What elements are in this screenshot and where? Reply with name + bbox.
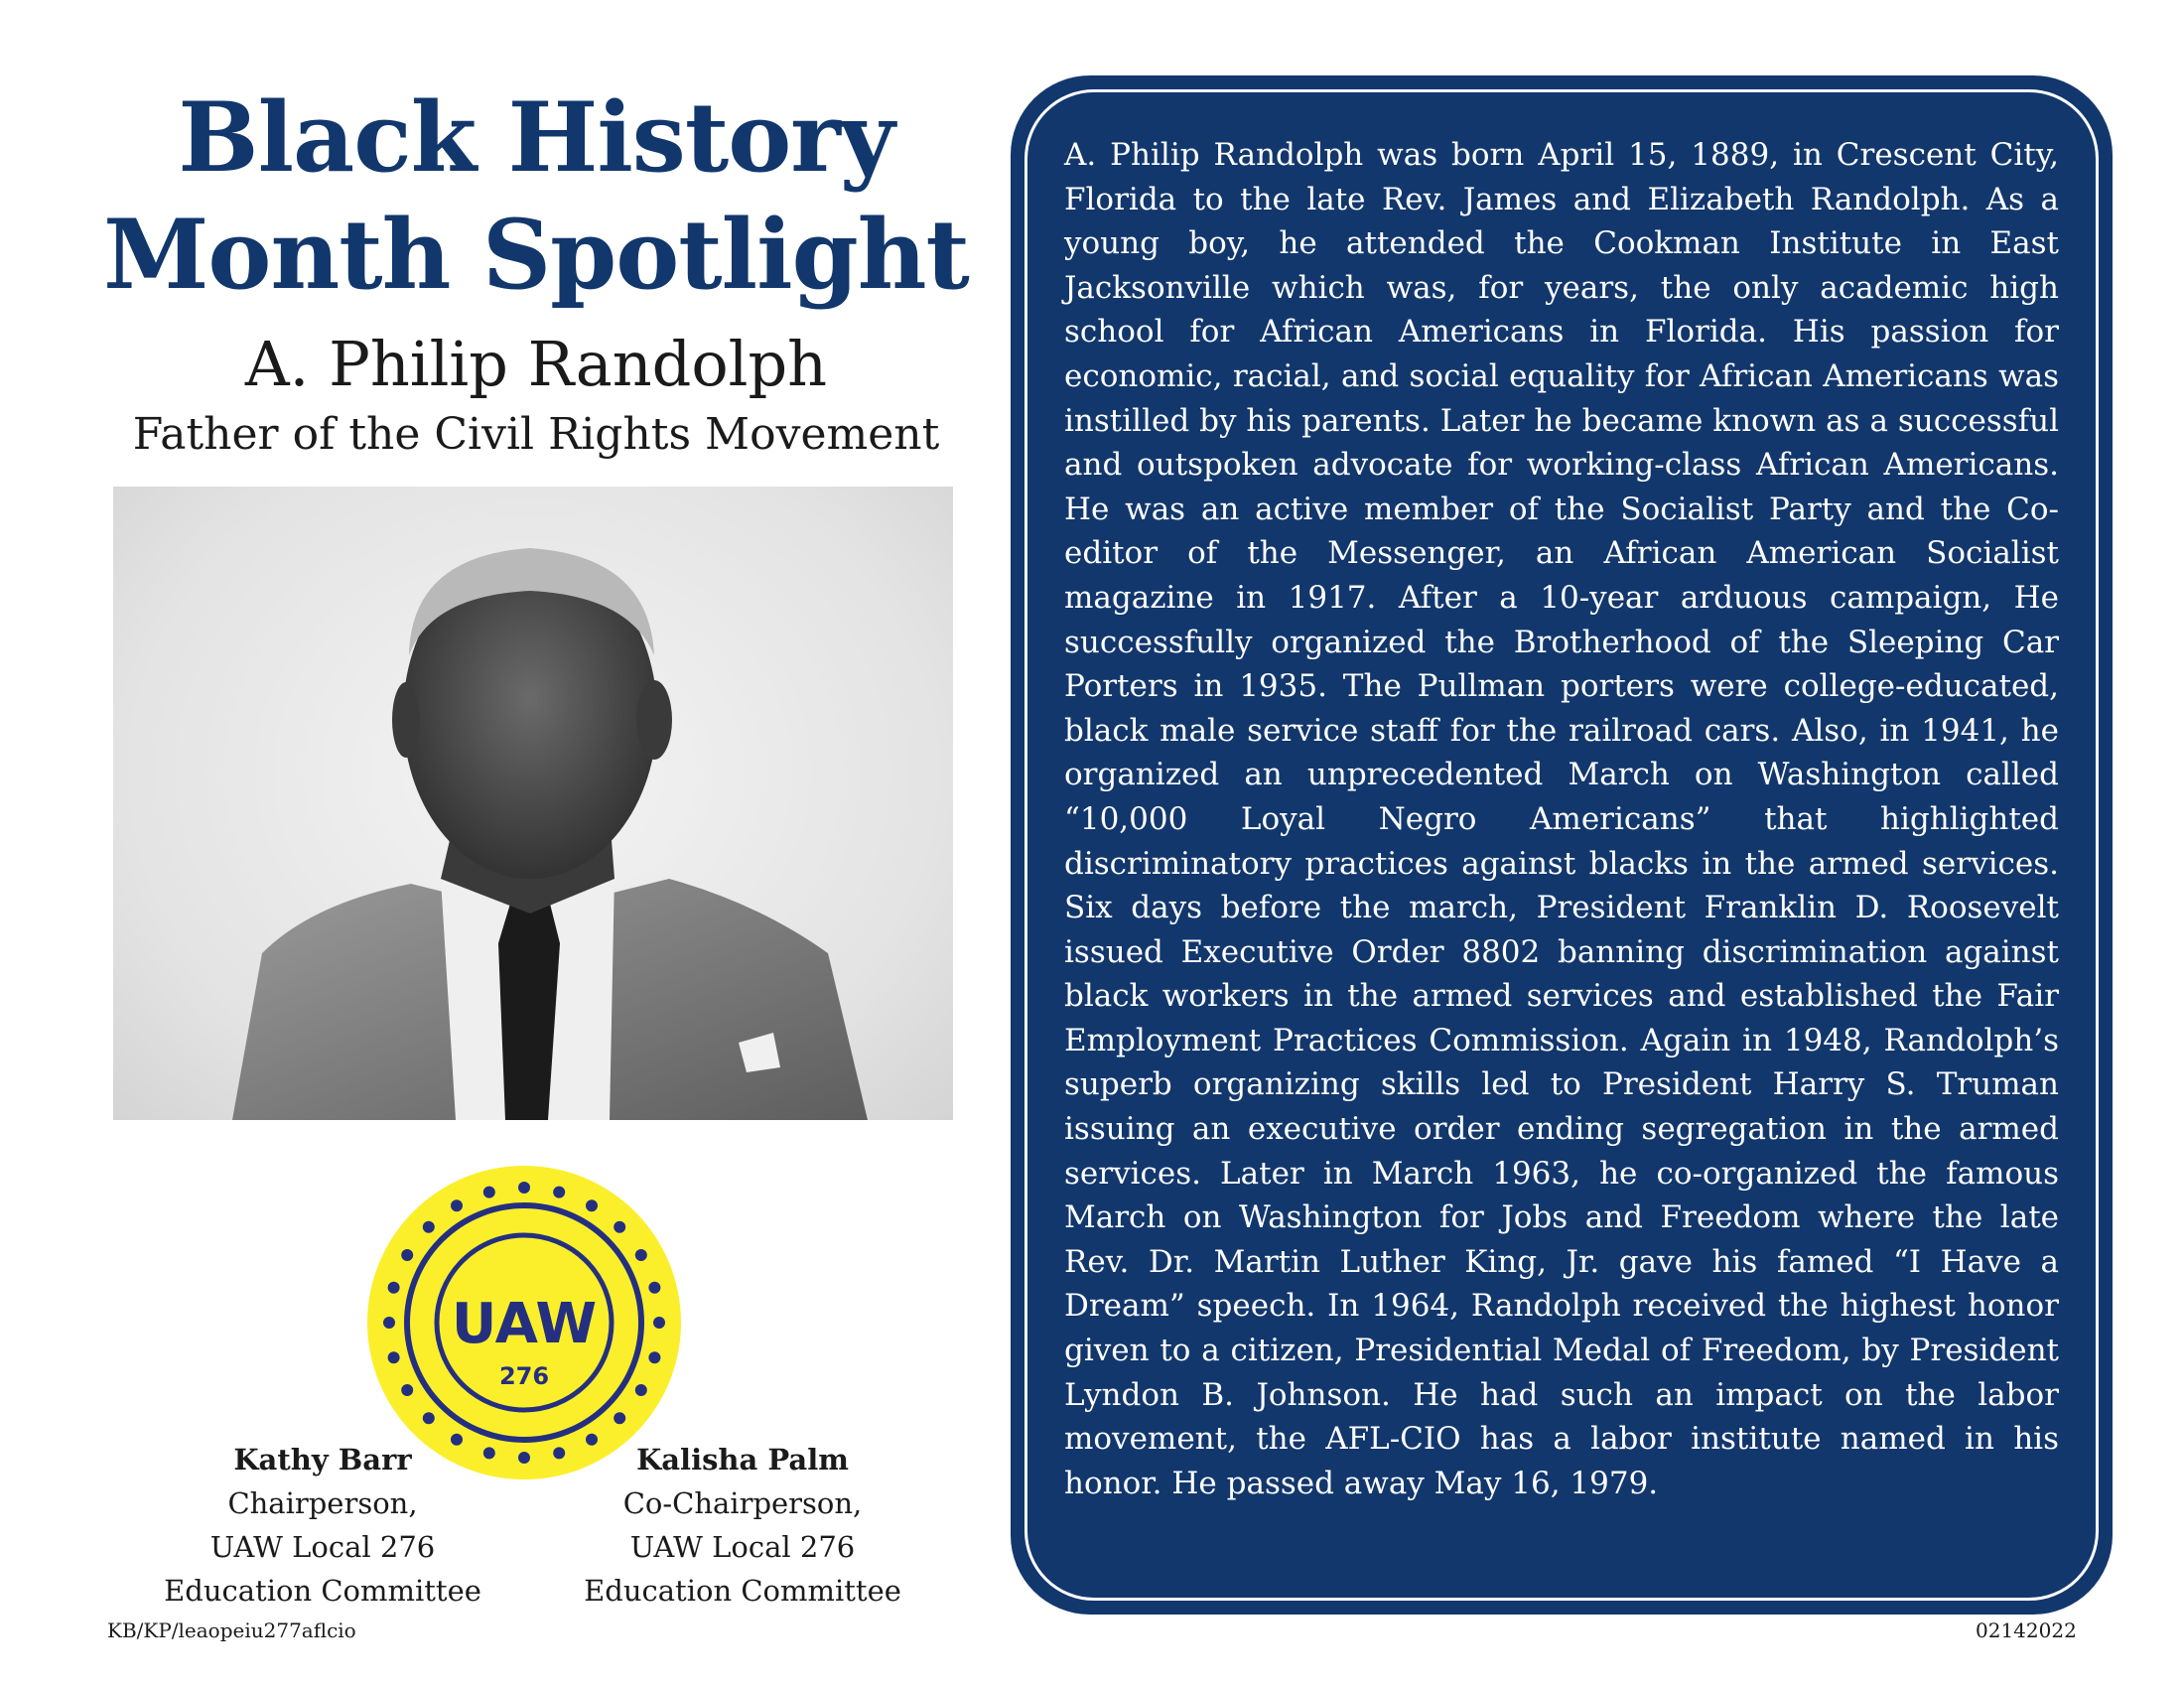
logo-figure-mark <box>383 1317 395 1329</box>
signer-name: Kathy Barr <box>233 1443 412 1477</box>
signer-kalisha-palm <box>574 1438 911 1613</box>
signer-role: Chairperson, <box>227 1486 418 1520</box>
footer-reference-code: KB/KP/leaopeiu277aflcio <box>107 1618 356 1642</box>
signer-committee: Education Committee <box>164 1574 481 1608</box>
logo-figure-mark <box>586 1199 598 1211</box>
page-title <box>60 79 1013 314</box>
logo-figure-mark <box>423 1221 435 1233</box>
logo-figure-mark <box>401 1384 413 1396</box>
signer-kathy-barr <box>154 1438 491 1613</box>
signer-committee: Education Committee <box>584 1574 901 1608</box>
footer-date-code: 02142022 <box>1976 1618 2077 1642</box>
logo-figure-mark <box>388 1351 400 1363</box>
honoree-name: A. Philip Randolph <box>244 328 828 400</box>
signer-org: UAW Local 276 <box>629 1530 856 1564</box>
logo-figure-mark <box>553 1187 565 1198</box>
logo-figure-mark <box>518 1452 530 1464</box>
signer-org: UAW Local 276 <box>209 1530 436 1564</box>
logo-number: 276 <box>498 1362 550 1390</box>
title-line-2: Month Spotlight <box>103 199 969 311</box>
logo-figure-mark <box>635 1384 647 1396</box>
title-line-1: Black History <box>178 81 894 194</box>
signer-name: Kalisha Palm <box>636 1443 849 1477</box>
logo-figure-mark <box>635 1249 647 1261</box>
portrait-photo <box>113 487 953 1120</box>
biography-panel <box>1011 75 2113 1615</box>
logo-figure-mark <box>614 1221 625 1233</box>
logo-text: UAW <box>451 1292 598 1356</box>
logo-figure-mark <box>653 1317 665 1329</box>
logo-figure-mark <box>423 1412 435 1424</box>
logo-figure-mark <box>648 1282 660 1294</box>
honoree-subtitle: Father of the Civil Rights Movement <box>132 409 940 460</box>
biography-text: A. Philip Randolph was born April 15, 1889, in Crescent City, Florida to the late Rev. James and Elizabeth Randolph. As a young boy, he attended the Cookman Institute in East Jacksonville which was, for years, the only academic high school for African Americans in Florida. His passion for economic, racial, and social equality for African Americans was instilled by his parents. Later he became known as a successful and outspoken advocate for working-class African Americans. He was an active member of the Socialist Party and the Co-editor of the Messenger, an African American Socialist magazine in 1917. After a 10-year arduous campaign, He successfully organized the Brotherhood of the Sleeping Car Porters in 1935. The Pullman porters were college-educated, black male service staff for the railroad cars. Also, in 1941, he organized an unprecedented March on Washington called “10,000 Loyal Negro Americans” that highlighted discriminatory practices against blacks in the armed services. Six days before the march, President Franklin D. Roosevelt issued Executive Order 8802 banning discrimination against black workers in the armed services and established the Fair Employment Practices Commission. Again in 1948, Randolph’s superb organizing skills led to President Harry S. Truman issuing an executive order ending segregation in the armed services. Later in March 1963, he co-organized the famous March on Washington for Jobs and Freedom where the late Rev. Dr. Martin Luther King, Jr. gave his famed “I Have a Dream” speech. In 1964, Randolph received the highest honor given to a citizen, Presidential Medal of Freedom, by President Lyndon B. Johnson. He had such an impact on the labor movement, the AFL-CIO has a labor institute named in his honor. He passed away May 16, 1979. <box>1064 137 2059 1501</box>
logo-figure-mark <box>451 1199 463 1211</box>
logo-figure-mark <box>518 1182 530 1194</box>
logo-figure-mark <box>388 1282 400 1294</box>
uaw-local-276-logo <box>365 1164 683 1481</box>
logo-figure-mark <box>614 1412 625 1424</box>
logo-figure-mark <box>483 1187 495 1198</box>
logo-figure-mark <box>553 1447 565 1459</box>
logo-figure-mark <box>648 1351 660 1363</box>
signer-role: Co-Chairperson, <box>622 1486 863 1520</box>
logo-figure-mark <box>401 1249 413 1261</box>
